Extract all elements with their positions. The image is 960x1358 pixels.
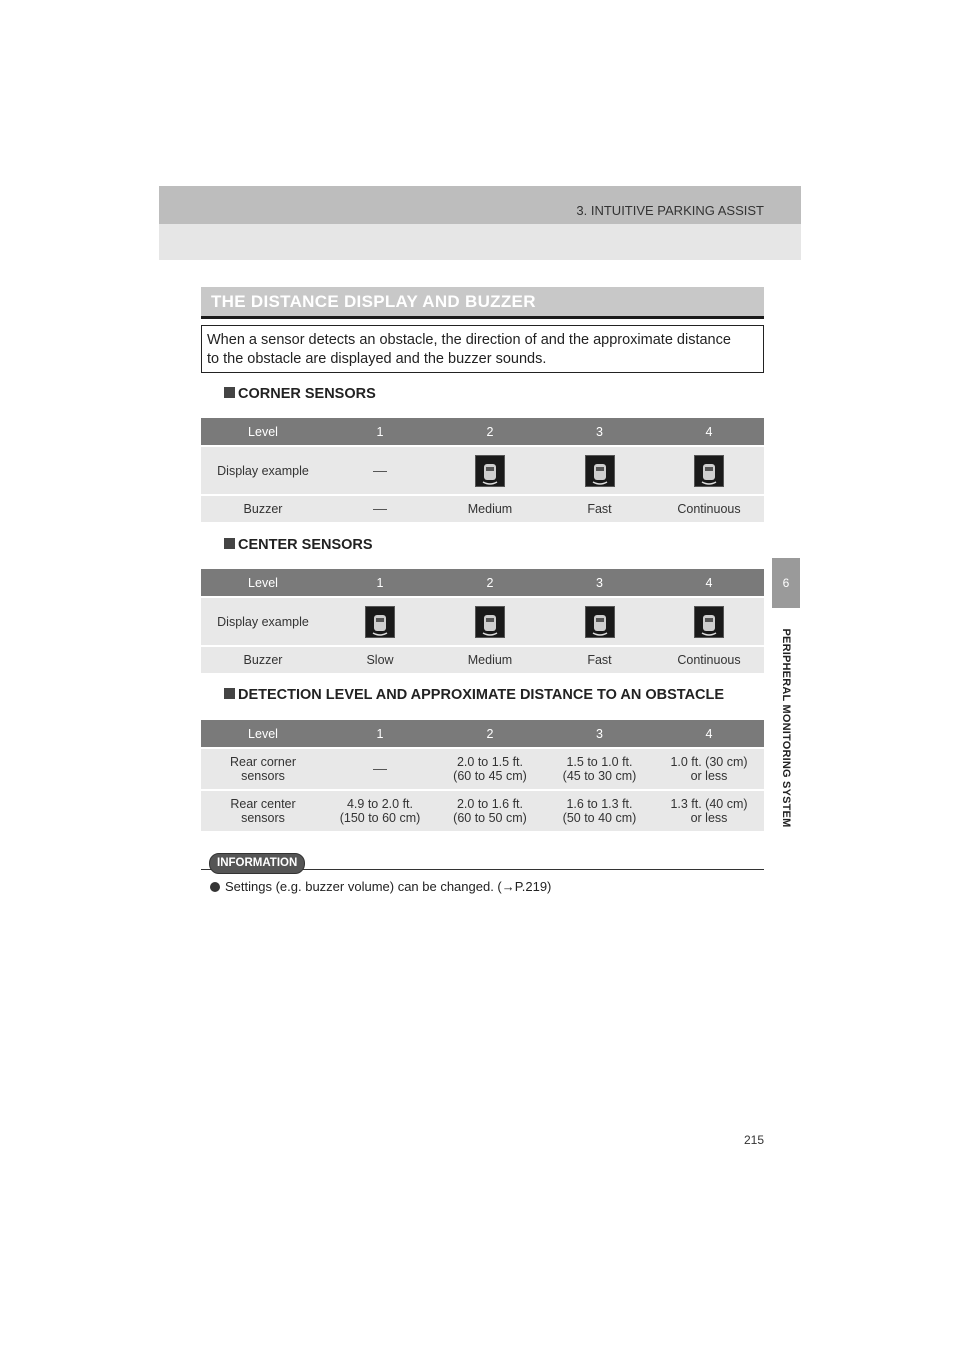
table-row (201, 447, 764, 494)
row-label: Display example (201, 598, 325, 645)
row-label: Buzzer (201, 647, 325, 673)
square-bullet-icon (224, 387, 235, 398)
car-window-shape (705, 467, 713, 471)
distance-cell: 1.0 ft. (30 cm) or less (654, 749, 764, 789)
car-sensor-icon (694, 455, 724, 487)
car-sensor-icon (585, 606, 615, 638)
header-cell: 4 (654, 720, 764, 747)
center-sensors-heading: CENTER SENSORS (224, 537, 373, 553)
header-cell: 1 (325, 720, 435, 747)
dash-icon (373, 471, 387, 472)
corner-sensors-heading: CORNER SENSORS (224, 386, 376, 402)
car-sensor-icon (365, 606, 395, 638)
buzzer-cell: Slow (325, 647, 435, 673)
sensor-arc-shape (483, 482, 497, 484)
car-window-shape (705, 618, 713, 622)
chapter-tab-number: 6 (772, 558, 800, 608)
car-sensor-icon (694, 606, 724, 638)
display-cell (654, 447, 764, 494)
header-cell: 4 (654, 418, 764, 445)
display-cell (545, 447, 654, 494)
square-bullet-icon (224, 538, 235, 549)
sensor-arc-shape (373, 633, 387, 635)
header-cell: 2 (435, 418, 545, 445)
car-body-shape (703, 615, 715, 631)
header-cell: Level (201, 720, 325, 747)
table-row (201, 598, 764, 645)
table-row (201, 791, 764, 831)
bullet-icon (210, 882, 220, 892)
sensor-arc-shape (593, 633, 607, 635)
table-header-row (201, 720, 764, 747)
buzzer-cell (325, 496, 435, 522)
header-cell: 1 (325, 569, 435, 596)
display-cell (654, 598, 764, 645)
distance-cell: 1.3 ft. (40 cm) or less (654, 791, 764, 831)
table-row (201, 496, 764, 522)
sensor-arc-shape (593, 482, 607, 484)
header-cell: 3 (545, 569, 654, 596)
sensor-arc-shape (702, 482, 716, 484)
header-cell: Level (201, 418, 325, 445)
sensor-arc-shape (702, 633, 716, 635)
chapter-title: 3. INTUITIVE PARKING ASSIST (576, 203, 764, 218)
row-label: Display example (201, 447, 325, 494)
distance-cell (325, 749, 435, 789)
intro-text (202, 326, 763, 369)
intro-line-1: When a sensor detects an obstacle, the direction of and the approximate distance (207, 332, 731, 348)
center-sensors-table (201, 569, 764, 673)
intro-line-2: to the obstacle are displayed and the buzzer sounds. (207, 351, 547, 367)
row-label: Rear corner sensors (201, 749, 325, 789)
display-cell (435, 598, 545, 645)
header-cell: Level (201, 569, 325, 596)
table-row (201, 749, 764, 789)
detection-level-table (201, 720, 764, 831)
table-header-row (201, 418, 764, 445)
car-window-shape (596, 467, 604, 471)
table-row (201, 647, 764, 673)
square-bullet-icon (224, 688, 235, 699)
information-item: Settings (e.g. buzzer volume) can be changed. (→P.219) (210, 879, 551, 894)
row-label: Rear center sensors (201, 791, 325, 831)
distance-cell: 2.0 to 1.5 ft. (60 to 45 cm) (435, 749, 545, 789)
section-title: THE DISTANCE DISPLAY AND BUZZER (211, 292, 536, 311)
buzzer-cell: Fast (545, 496, 654, 522)
car-window-shape (376, 618, 384, 622)
car-body-shape (484, 615, 496, 631)
buzzer-cell: Continuous (654, 647, 764, 673)
table-header-row (201, 569, 764, 596)
header-cell: 1 (325, 418, 435, 445)
car-body-shape (594, 615, 606, 631)
information-label: INFORMATION (209, 853, 305, 874)
car-window-shape (486, 618, 494, 622)
header-cell: 4 (654, 569, 764, 596)
header-cell: 2 (435, 569, 545, 596)
chapter-tab (772, 608, 800, 848)
car-sensor-icon (585, 455, 615, 487)
car-body-shape (703, 464, 715, 480)
buzzer-cell: Medium (435, 496, 545, 522)
header-cell: 2 (435, 720, 545, 747)
distance-cell: 2.0 to 1.6 ft. (60 to 50 cm) (435, 791, 545, 831)
display-cell (545, 598, 654, 645)
section-title-bar (201, 287, 764, 319)
car-body-shape (484, 464, 496, 480)
car-window-shape (596, 618, 604, 622)
row-label: Buzzer (201, 496, 325, 522)
distance-cell: 1.6 to 1.3 ft. (50 to 40 cm) (545, 791, 654, 831)
corner-sensors-table (201, 418, 764, 522)
car-body-shape (594, 464, 606, 480)
display-cell (325, 447, 435, 494)
car-body-shape (374, 615, 386, 631)
sensor-arc-shape (483, 633, 497, 635)
dash-icon (373, 769, 387, 770)
car-sensor-icon (475, 455, 505, 487)
chapter-tab-label: PERIPHERAL MONITORING SYSTEM (780, 628, 792, 828)
car-window-shape (486, 467, 494, 471)
page-number: 215 (744, 1133, 765, 1147)
dash-icon (373, 509, 387, 510)
header-cell: 3 (545, 720, 654, 747)
distance-cell: 1.5 to 1.0 ft. (45 to 30 cm) (545, 749, 654, 789)
display-cell (325, 598, 435, 645)
buzzer-cell: Medium (435, 647, 545, 673)
car-sensor-icon (475, 606, 505, 638)
header-subband (159, 224, 801, 260)
buzzer-cell: Fast (545, 647, 654, 673)
detection-level-heading: DETECTION LEVEL AND APPROXIMATE DISTANCE TO AN OBSTACLE (224, 687, 724, 703)
distance-cell: 4.9 to 2.0 ft. (150 to 60 cm) (325, 791, 435, 831)
intro-box (201, 325, 764, 373)
display-cell (435, 447, 545, 494)
buzzer-cell: Continuous (654, 496, 764, 522)
header-cell: 3 (545, 418, 654, 445)
